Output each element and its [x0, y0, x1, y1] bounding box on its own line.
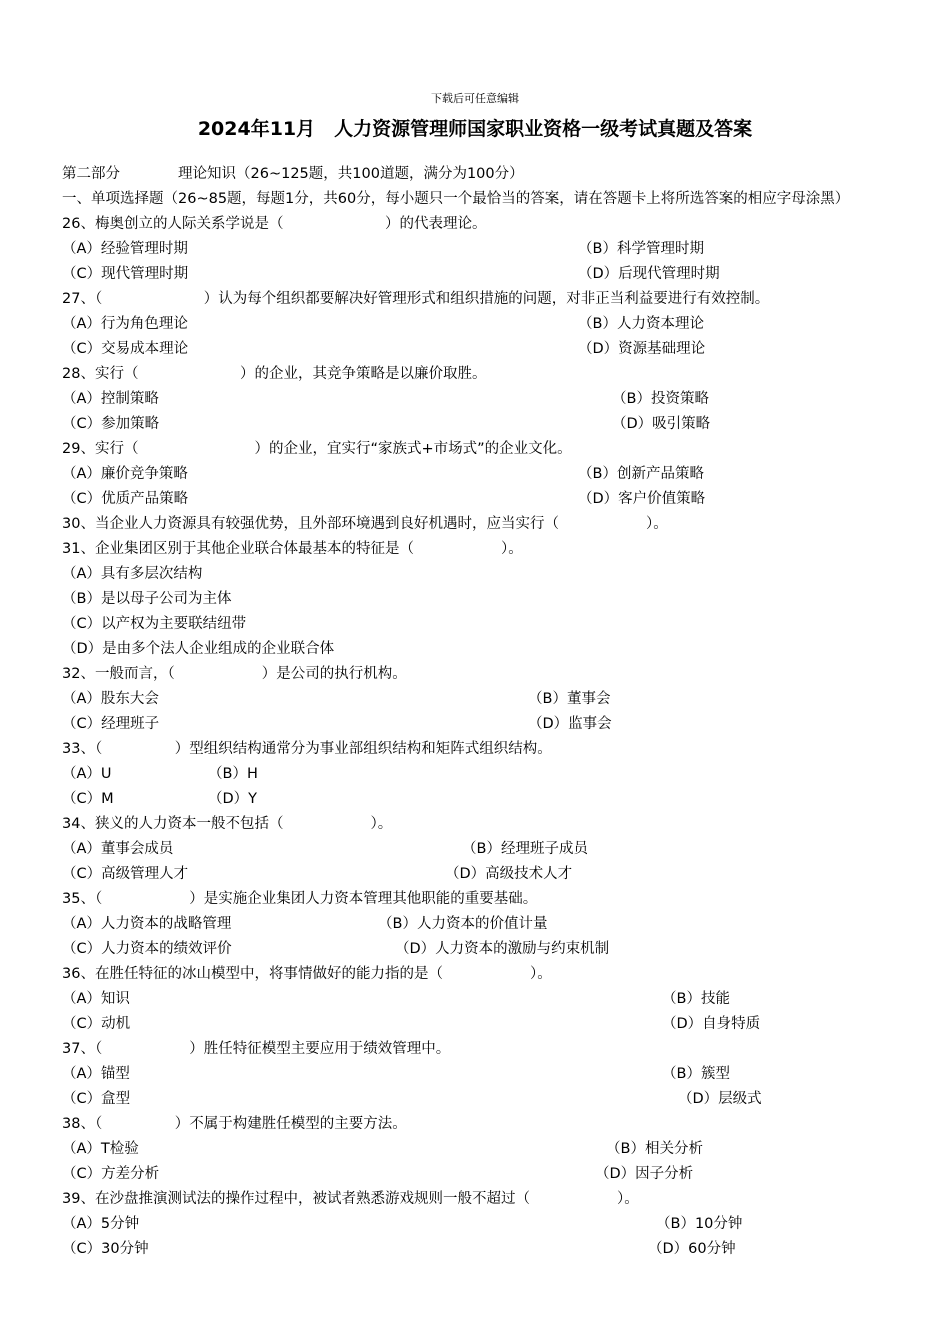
question-line: [62, 287, 888, 312]
question-line: [62, 612, 888, 637]
option-right: （B）人力资本的价值计量: [378, 916, 548, 932]
line-text: 26、梅奥创立的人际关系学说是（ ）的代表理论。: [62, 216, 487, 232]
line-text: 37、（ ）胜任特征模型主要应用于绩效管理中。: [62, 1041, 451, 1057]
line-text: 32、一般而言，（ ）是公司的执行机构。: [62, 666, 407, 682]
line-text: 31、企业集团区别于其他企业联合体最基本的特征是（ ）。: [62, 541, 523, 557]
option-row: [62, 487, 888, 512]
option-right: （D）因子分析: [595, 1166, 694, 1182]
question-line: [62, 562, 888, 587]
header-note: 下载后可任意编辑: [431, 92, 519, 105]
option-row: [62, 412, 888, 437]
option-row: [62, 987, 888, 1012]
question-line: [62, 662, 888, 687]
option-right: （D）60分钟: [648, 1241, 736, 1257]
line-text: 29、实行（ ）的企业，宜实行“家族式+市场式”的企业文化。: [62, 441, 572, 457]
question-line: [62, 962, 888, 987]
option-row: [62, 712, 888, 737]
option-right: （B）技能: [662, 991, 730, 1007]
option-right: （B）投资策略: [612, 391, 709, 407]
option-row: [62, 912, 888, 937]
option-left: （A）廉价竞争策略: [62, 466, 188, 482]
part-label: 第二部分: [62, 166, 120, 182]
option-right: （B）相关分析: [606, 1141, 703, 1157]
question-line: [62, 1112, 888, 1137]
line-text: 28、实行（ ）的企业，其竞争策略是以廉价取胜。: [62, 366, 487, 382]
line-text: （D）是由多个法人企业组成的企业联合体: [62, 641, 335, 657]
option-right: （D）人力资本的激励与约束机制: [395, 941, 610, 957]
option-right: （D）层级式: [678, 1091, 762, 1107]
option-left: （C）优质产品策略: [62, 491, 189, 507]
option-row: [62, 387, 888, 412]
option-right: （B）簇型: [662, 1066, 730, 1082]
question-line: [62, 737, 888, 762]
question-line: [62, 637, 888, 662]
option-row: [62, 837, 888, 862]
option-left: （C）参加策略: [62, 416, 160, 432]
document-body: [62, 162, 888, 1262]
line-text: 38、（ ）不属于构建胜任模型的主要方法。: [62, 1116, 407, 1132]
option-right: （B）创新产品策略: [578, 466, 704, 482]
option-right: （B）人力资本理论: [578, 316, 704, 332]
option-row: [62, 1012, 888, 1037]
option-left: （A）T检验: [62, 1141, 139, 1157]
option-row: [62, 262, 888, 287]
option-row: [62, 1137, 888, 1162]
question-line: [62, 812, 888, 837]
option-row: [62, 862, 888, 887]
option-row: [62, 237, 888, 262]
question-line: [62, 587, 888, 612]
option-left: （A）锚型: [62, 1066, 130, 1082]
line-text: （A）具有多层次结构: [62, 566, 203, 582]
line-text: 34、狭义的人力资本一般不包括（ ）。: [62, 816, 393, 832]
part-heading: [62, 162, 888, 187]
part-description: 理论知识（26~125题，共100道题，满分为100分）: [178, 166, 524, 182]
option-row: [62, 1212, 888, 1237]
option-row: [62, 687, 888, 712]
option-left: （C）方差分析: [62, 1166, 160, 1182]
question-line: [62, 1187, 888, 1212]
option-left: （A）人力资本的战略管理: [62, 916, 232, 932]
option-left: （C）高级管理人才: [62, 866, 189, 882]
option-left: （A）行为角色理论: [62, 316, 188, 332]
question-line: [62, 1037, 888, 1062]
option-left: （C）30分钟: [62, 1241, 149, 1257]
option-row: [62, 462, 888, 487]
line-text: 30、当企业人力资源具有较强优势，且外部环境遇到良好机遇时，应当实行（ ）。: [62, 516, 668, 532]
line-text: 27、（ ）认为每个组织都要解决好管理形式和组织措施的问题，对非正当利益要进行有效控制。: [62, 291, 770, 307]
option-right: （D）后现代管理时期: [578, 266, 720, 282]
line-text: 33、（ ）型组织结构通常分为事业部组织结构和矩阵式组织结构。: [62, 741, 552, 757]
question-line: [62, 362, 888, 387]
option-row: [62, 1062, 888, 1087]
option-left: （C）人力资本的绩效评价: [62, 941, 232, 957]
option-left: （A）知识: [62, 991, 130, 1007]
option-row: [62, 1237, 888, 1262]
option-right: （B）科学管理时期: [578, 241, 704, 257]
option-right: （D）高级技术人才: [445, 866, 573, 882]
option-left: （C）经理班子: [62, 716, 160, 732]
line-text: 39、在沙盘推演测试法的操作过程中，被试者熟悉游戏规则一般不超过（ ）。: [62, 1191, 639, 1207]
document-title: 2024年11月 人力资源管理师国家职业资格一级考试真题及答案: [197, 118, 753, 140]
option-row: [62, 762, 888, 787]
question-list: [62, 212, 888, 1262]
section-intro: 一、单项选择题（26~85题，每题1分，共60分，每小题只一个最恰当的答案，请在答题卡上将所选答案的相应字母涂黑）: [62, 191, 850, 207]
line-text: 35、（ ）是实施企业集团人力资本管理其他职能的重要基础。: [62, 891, 538, 907]
option-right: （B）10分钟: [656, 1216, 743, 1232]
question-line: [62, 537, 888, 562]
question-line: [62, 887, 888, 912]
option-left: （A）控制策略: [62, 391, 159, 407]
option-left: （C）盒型: [62, 1091, 131, 1107]
question-line: [62, 512, 888, 537]
option-left: （C）交易成本理论: [62, 341, 189, 357]
option-right: （B）董事会: [528, 691, 611, 707]
line-text: 36、在胜任特征的冰山模型中，将事情做好的能力指的是（ ）。: [62, 966, 552, 982]
question-line: [62, 437, 888, 462]
option-left: （A）董事会成员: [62, 841, 174, 857]
option-row: [62, 337, 888, 362]
line-text: （B）是以母子公司为主体: [62, 591, 232, 607]
option-right: （B）H: [208, 766, 258, 782]
question-line: [62, 212, 888, 237]
option-left: （A）经验管理时期: [62, 241, 188, 257]
option-right: （D）自身特质: [662, 1016, 761, 1032]
option-right: （D）资源基础理论: [578, 341, 706, 357]
option-row: [62, 937, 888, 962]
option-right: （D）吸引策略: [612, 416, 711, 432]
option-row: [62, 1162, 888, 1187]
option-row: [62, 787, 888, 812]
option-right: （D）监事会: [528, 716, 612, 732]
option-row: [62, 312, 888, 337]
option-right: （D）Y: [208, 791, 258, 807]
option-left: （C）动机: [62, 1016, 131, 1032]
option-left: （A）5分钟: [62, 1216, 140, 1232]
option-left: （A）U: [62, 766, 112, 782]
line-text: （C）以产权为主要联结纽带: [62, 616, 247, 632]
option-left: （C）M: [62, 791, 114, 807]
option-left: （A）股东大会: [62, 691, 159, 707]
option-right: （D）客户价值策略: [578, 491, 706, 507]
option-right: （B）经理班子成员: [462, 841, 588, 857]
option-left: （C）现代管理时期: [62, 266, 189, 282]
option-row: [62, 1087, 888, 1112]
